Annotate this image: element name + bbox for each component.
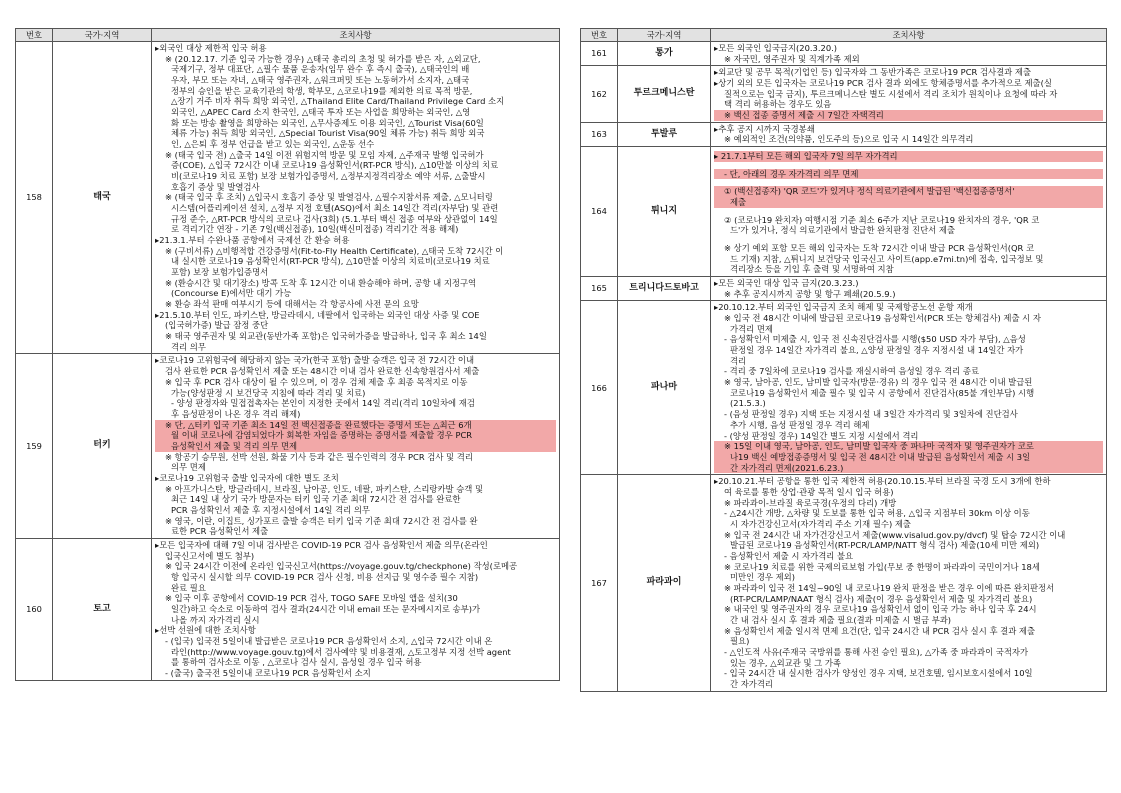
measure-line: - 음성확인서 제출 시 자가격리 불요	[724, 550, 854, 561]
measure-line: 가격리 면제	[730, 323, 773, 334]
measure-line: - △인도적 사유(주재국 국방위를 통해 사전 승인 필요), △가족 중 파라과이 국적자가	[724, 646, 1029, 657]
table-header-row	[581, 29, 1107, 42]
table-row	[581, 66, 1107, 122]
measure-line: 를 통하여 검사소로 이동 , △코로나 검사 실시, 음성일 경우 입국 허용	[171, 657, 422, 668]
measure-cell	[152, 538, 560, 680]
table-header-row	[16, 29, 560, 42]
measure-line: 필요)	[730, 636, 750, 647]
measure-line: 체류 가능) 취득 희망 외국인, △Special Tourist Visa(90일 체류 가능) 취득 희망 외국	[171, 128, 485, 139]
measure-line: 가능(양성판정 시 보건당국 지침에 따라 격리 및 치료)	[171, 387, 366, 398]
measure-line: ▸20.10.21.부터 공항을 통한 입국 제한적 허용(20.10.15.부터 브라질 국경 도시 3개에 한하	[714, 476, 1051, 487]
measure-line: ※ (20.12.17. 기준 입국 가능한 경우) △태국 총리의 초청 및 허가를 받은 자, △외교단,	[165, 53, 481, 64]
table-row	[581, 301, 1107, 475]
measure-line: 정부의 승인을 받은 교육기관의 학생, 학부모, △코로나19를 제외한 의료 목적 방문,	[171, 85, 473, 96]
measure-line: 발급된 코로나19 음성확인서(RT-PCR/LAMP/NATT 형식 검사) 제출(10세 미만 제외)	[730, 540, 1040, 551]
measure-cell	[711, 122, 1107, 146]
measure-line: ※ 코로나19 치료를 위한 국제의료보험 가입(무보 중 한명이 파라과이 국민이거나 18세	[724, 561, 1040, 572]
measure-line: 나올 까지 자가격리 실시	[171, 614, 260, 625]
row-number: 167	[581, 475, 618, 691]
country-name: 태국	[53, 42, 152, 354]
measure-line: 규정 준수, △RT-PCR 방식의 코로나 검사(3회) (5.1.부터 백신 접종 여부와 상관없이 14일	[171, 213, 498, 224]
measure-line: ※ 파라과이 입국 전 14일~90일 내 코로나19 완치 판정을 받은 경우 이에 따른 완치판정서	[724, 582, 1055, 593]
measure-line: ▸21.3.1.부터 수완나품 공항에서 국제선 간 환승 허용	[155, 235, 350, 246]
measure-line: 여 육로를 통한 상업·관광 목적 일시 입국 허용)	[724, 486, 894, 497]
country-name: 통가	[618, 42, 711, 66]
measure-line: 시 자가건강신고서(자가격리 주소 기재 필수) 제출	[730, 518, 911, 529]
measure-line: - 격리 중 7일차에 코로나19 검사를 재실시하여 음성일 경우 격리 종료	[724, 366, 980, 377]
row-number: 162	[581, 66, 618, 122]
measure-line: - 양성 판정자와 밀접접촉자는 본인이 지정한 곳에서 14일 격리(격리 10일차에 재검	[171, 398, 475, 409]
measure-line: ▸모든 외국인 대상 입국 금지(20.3.23.)	[714, 278, 859, 289]
measure-line: ② (코로나19 완치자) 여행시점 기준 최소 6주가 지난 코로나19 완치자의 경우, 'QR 코	[724, 214, 1040, 225]
measure-line: 외국인, △APEC Card 소지 한국인, △태국 투자 또는 사업을 희망하는 외국인, △영	[171, 107, 471, 118]
measure-line: ▸ 21.7.1부터 모든 해외 입국자 7일 의무 자가격리	[714, 151, 1103, 162]
measure-line: 우자, 부모 또는 자녀, △태국 영주권자, △워크퍼밋 또는 노동허가서 소지자, △태국	[171, 75, 470, 86]
measure-line: 포함) 보장 보험가입증명서	[171, 267, 269, 278]
measure-cell	[152, 42, 560, 354]
measure-line: ▸코로나19 고위험국 출발 입국자에 대한 별도 조치	[155, 472, 339, 483]
measure-line: ※ 입국 전 24시간 내 자가건강신고서 제출(www.visalud.gov.py/dvcf) 및 탑승 72시간 이내	[724, 529, 1066, 540]
measure-line: ※ 추후 공지시까지 공항 및 항구 폐쇄(20.5.9.)	[724, 288, 896, 299]
header-measure: 조치사항	[152, 29, 560, 42]
measure-line: 로 격리기간 연장 - 기존 7일(백신접종), 10일(백신미접종) 격리기간 적용 해제)	[171, 224, 459, 235]
measure-line: (21.5.3.)	[730, 398, 766, 409]
measure-line: ※ (환승시간 및 대기장소) 방콕 도착 후 12시간 이내 환승해야 하며, 공항 내 지정구역	[165, 277, 477, 288]
measure-line: 드'가 있거나, 정식 의료기관에서 발급한 완치판정 진단서 제출	[730, 225, 956, 236]
row-number: 163	[581, 122, 618, 146]
measure-line: - △24시간 개방, △차량 및 도보를 통한 입국 허용, △입국 지점부터 30km 이상 이동	[724, 508, 1030, 519]
measure-line: 격리	[730, 355, 747, 366]
measure-line: 미만인 경우 제외)	[730, 572, 795, 583]
measure-line: 증(COE), △입국 72시간 이내 코로나19 음성확인서(RT-PCR 방식), △10만불 이상의 치료	[171, 160, 499, 171]
measure-cell	[711, 66, 1107, 122]
table-row	[16, 42, 560, 354]
header-num: 번호	[581, 29, 618, 42]
measure-line: ▸모든 외국인 입국금지(20.3.20.)	[714, 43, 838, 53]
measure-line: ※ 입국 전 48시간 이내에 발급된 코로나19 음성확인서(PCR 또는 항체검사) 제출 시 자	[724, 313, 1041, 324]
measure-line: ▸코로나19 고위험국에 해당하지 않는 국가(한국 포함) 출발 승객은 입국 전 72시간 이내	[155, 355, 475, 366]
header-country: 국가·지역	[618, 29, 711, 42]
measure-line: ※ (구비서류) △비행적합 건강증명서(Fit-to-Fly Health Certificate), △태국 도착 72시간 이	[165, 245, 504, 256]
measure-line: 호흡기 증상 및 발열검사	[171, 181, 260, 192]
header-country: 국가·지역	[53, 29, 152, 42]
measure-line: ▸21.5.10.부터 인도, 파키스탄, 방글라데시, 네팔에서 입국하는 외국인 대상 사증 및 COE	[155, 309, 480, 320]
row-number: 158	[16, 42, 53, 354]
country-name: 튀니지	[618, 147, 711, 277]
measure-line: - (출국) 출국전 5일이내 코로나19 PCR 음성확인서 소지	[165, 667, 371, 678]
row-number: 165	[581, 277, 618, 301]
measure-line: ▸선박 선원에 대한 조치사항	[155, 625, 256, 636]
measure-line: ※ 입국 24시간 이전에 온라인 입국신고서(https://voyage.gouv.tg/checkphone) 작성(로메공	[165, 561, 518, 572]
measure-line: 비(코로나19 치료 포함) 보장 보험가입증명서, △정부지정격리장소 예약 서류, △출발시	[171, 171, 486, 182]
measure-line: 질적으로는 입국 금지), 투르크메니스탄 별도 시설에서 격리 조치가 원칙이나 요청에 따라 자	[724, 88, 1058, 99]
measure-line: ※ 예외적인 조건(의약품, 인도주의 등)으로 입국 시 14일간 의무격리	[724, 134, 974, 145]
measure-line: △장기 거주 비자 취득 희망 외국인, △Thailand Elite Card/Thailand Privilege Card 소지	[171, 96, 505, 107]
measure-line: 월 이내 코로나에 감염되었다가 회복한 자임을 증명하는 증명서를 제출할 경우 PCR	[155, 430, 556, 441]
measure-line: 음성확인서 제출 및 격리 의무 면제	[155, 441, 556, 452]
measure-line: - (입국) 입국전 5일이내 발급받은 코로나19 PCR 음성확인서 소지, △입국 72시간 이내 온	[165, 635, 493, 646]
measure-cell	[711, 42, 1107, 66]
right-table	[580, 28, 1107, 692]
measure-line: ※ 자국민, 영주권자 및 직계가족 제외	[724, 53, 860, 64]
country-name: 투발루	[618, 122, 711, 146]
table-row	[16, 538, 560, 680]
measure-line: (입국허가증) 발급 잠정 중단	[165, 320, 269, 331]
table-row	[581, 277, 1107, 301]
measure-line: ▸모든 입국자에 대해 7일 이내 검사받은 COVID-19 PCR 검사 음성확인서 제출 의무(온라인	[155, 539, 488, 550]
country-name: 트리니다드토바고	[618, 277, 711, 301]
measure-line: ※ (태국 입국 전) △출국 14일 이전 위험지역 방문 및 모임 자제, △주재국 발행 입국허가	[165, 149, 484, 160]
measure-line: ▸외교단 및 공무 목적(기업인 등) 입국자와 그 동반가족은 코로나19 PCR 검사결과 제출	[714, 67, 1032, 78]
measure-line: ※ 내국인 및 영주권자의 경우 코로나19 음성확인서 없이 입국 가능 하나 입국 후 24시	[724, 604, 1037, 615]
measure-line: ※ 음성확인서 제출 일시적 면제 요건(단, 입국 24시간 내 PCR 검사 실시 후 결과 제출	[724, 625, 1036, 636]
measure-line: 후 음성판정이 나온 경우 격리 해제)	[171, 408, 301, 419]
measure-line: 입국신고서에 별도 첨부)	[165, 550, 255, 561]
row-number: 164	[581, 147, 618, 277]
table-row	[581, 122, 1107, 146]
measure-line: 나19 백신 예방접종증명서 및 입국 전 48시간 이내 발급된 음성확인서 제출 시 3일	[714, 452, 1103, 463]
country-name: 파나마	[618, 301, 711, 475]
measure-cell	[711, 147, 1107, 277]
measure-line: ※ 환승 좌석 판매 여부시기 등에 대해서는 각 항공사에 사전 문의 요망	[165, 299, 419, 310]
measure-line: 항 입국시 실시할 의무 COVID-19 PCR 검사 신청, 비용 선지급 및 영수증 필수 지참)	[171, 571, 479, 582]
measure-line: 간 내 검사 실시 후 결과 제출 필요(결과 미제출 시 벌금 부과)	[730, 614, 952, 625]
measure-line: ※ 파라과이-브라질 육로국경(우정의 다리) 개방	[724, 497, 897, 508]
measure-line: ① (백신접종자) 'QR 코드'가 있거나 정식 의료기관에서 발급된 '백신접종증명서'	[714, 186, 1103, 197]
measure-line: 격리 의무	[171, 341, 206, 352]
measure-line: 격리장소 등을 기입 후 출력 및 서명하여 지참	[730, 264, 894, 275]
measure-line: 료한 PCR 음성확인서 제출	[171, 526, 269, 537]
table-row	[581, 475, 1107, 691]
measure-line: 완료 필요	[171, 582, 206, 593]
measure-line: ※ 영국, 이란, 이집트, 싱가포르 출발 승객은 터키 입국 기준 최대 72시간 전 검사를 완	[165, 515, 478, 526]
measure-line: ※ 단, △터키 입국 기준 최소 14일 전 백신접종을 완료했다는 증명서 또는 △최근 6개	[155, 420, 556, 431]
measure-line: - 단, 아래의 경우 자가격리 의무 면제	[714, 169, 1103, 180]
country-name: 터키	[53, 354, 152, 538]
measure-line: 간 자가격리	[730, 678, 773, 689]
measure-line: ※ 입국 후 PCR 검사 대상이 될 수 있으며, 이 경우 검체 제출 후 최종 목적지로 이동	[165, 376, 468, 387]
measure-line: ※ 입국 이후 공항에서 COVID-19 PCR 검사, TOGO SAFE 모바일 앱을 설치(30	[165, 593, 458, 604]
row-number: 160	[16, 538, 53, 680]
measure-line: 화 또는 방송 촬영을 희망하는 외국인, △무사증제도 이용 외국인, △Tourist Visa(60일	[171, 117, 484, 128]
country-name: 토고	[53, 538, 152, 680]
header-measure: 조치사항	[711, 29, 1107, 42]
measure-line: ※ (태국 입국 후 조치) △입국시 호흡기 증상 및 발열검사, △필수지참서류 제출, △모니터링	[165, 192, 493, 203]
measure-cell	[711, 277, 1107, 301]
measure-line: ▸20.10.12.부터 외국인 입국금지 조치 해제 및 국제항공노선 운항 재개	[714, 302, 973, 313]
measure-line: (Concourse E)에서만 대기 가능	[171, 288, 292, 299]
row-number: 159	[16, 354, 53, 538]
measure-cell	[711, 301, 1107, 475]
measure-line: ※ 태국 영주권자 및 외교관(동반가족 포함)은 입국허가증을 발급하나, 입국 후 최소 14일	[165, 331, 487, 342]
measure-line: ※ 영국, 남아공, 인도, 남미발 입국자(방문·경유) 의 경우 입국 전 48시간 이내 발급된	[724, 377, 1033, 388]
measure-cell	[711, 475, 1107, 691]
measure-line: ※ 아프가니스탄, 방글라데시, 브라질, 남아공, 인도, 네팔, 파키스탄, 스리랑카발 승객 및	[165, 483, 484, 494]
measure-line: 있는 경우, △외교관 및 그 가족	[730, 657, 841, 668]
measure-line: 택 격리 허용하는 경우도 있음	[724, 99, 832, 110]
country-name: 투르크메니스탄	[618, 66, 711, 122]
measure-line: 드 기재) 지참, △튀니지 보건당국 입국신고 사이트(app.e7mi.tn)에 접속, 입국정보 및	[730, 253, 1044, 264]
measure-line: 제출	[714, 197, 1103, 208]
measure-line: ▸추후 공지 시까지 국경봉쇄	[714, 123, 815, 134]
country-name: 파라과이	[618, 475, 711, 691]
measure-line: 시스템(어플리케이션 설치, △정부 지정 호텔(ASQ)에서 최소 14일간 격리(자부담) 및 관련	[171, 203, 499, 214]
measure-line: 라인(http://www.voyage.gouv.tg)에서 검사예약 및 비용결재, △토고정부 지정 선박 agent	[171, 646, 511, 657]
table-row	[16, 354, 560, 538]
measure-line: - (음성 판정일 경우) 지택 또는 지정시설 내 3일간 자가격리 및 3일차에 진단검사	[724, 409, 1018, 420]
measure-line: ※ 항공기 승무원, 선박 선원, 화물 기사 등과 같은 필수인력의 경우 PCR 검사 및 격리	[165, 451, 473, 462]
measure-line: 최근 14일 내 상기 국가 방문자는 터키 입국 기준 최대 72시간 전 검사를 완료한	[171, 494, 461, 505]
measure-line: 일간)하고 숙소로 이동하여 검사 결과(24시간 이내 email 또는 문자메시지로 송부)가	[171, 603, 481, 614]
measure-line: 추가 시행, 음성 판정일 경우 격리 해제	[730, 419, 870, 430]
measure-line: 검사 완료한 PCR 음성확인서 제출 또는 48시간 이내 검사 완료한 신속항원검사서 제출	[165, 366, 480, 377]
measure-line: ※ 15일 이내 영국, 남아공, 인도, 남미발 입국자 중 파나마 국적자 및 영주권자가 코로	[714, 441, 1103, 452]
row-number: 166	[581, 301, 618, 475]
measure-line: ※ 상기 예외 포함 모든 해외 입국자는 도착 72시간 이내 발급 PCR 음성확인서(QR 코	[724, 243, 1035, 254]
measure-line: ※ 백신 접종 증명서 제출 시 7일간 자택격리	[714, 110, 1103, 121]
measure-line: 간 자가격리 면제(2021.6.23.)	[714, 463, 1103, 474]
measure-line: PCR 음성확인서 제출 후 지정시설에서 14일 격리 의무	[171, 504, 370, 515]
row-number: 161	[581, 42, 618, 66]
measure-line: 판정일 경우 14일간 자가격리 불요, △양성 판정일 경우 지정시설 내 14일간 자가	[730, 345, 1024, 356]
measure-line: - 음성확인서 미제출 시, 입국 전 신속진단검사를 시행($50 USD 자가 부담), △음성	[724, 334, 1026, 345]
measure-line: ▸상기 외의 모든 입국자는 코로나19 PCR 검사 결과 외에도 항체증명서를 추가적으로 제출(실	[714, 78, 1052, 89]
header-num: 번호	[16, 29, 53, 42]
measure-line: 국제기구, 정부 대표단, △필수 물품 운송자(임무 완수 후 즉시 출국), △태국인의 배	[171, 64, 470, 75]
measure-line: 코로나19 음성확인서 제출 필수 및 입국 시 공항에서 진단검사(85불 개인부담) 시행	[730, 387, 1035, 398]
left-table	[15, 28, 560, 681]
measure-line: 인, △은퇴 후 정부 언급을 받고 있는 외국인, △운동 선수	[171, 139, 375, 150]
table-row	[581, 147, 1107, 277]
measure-line: - 입국 24시간 내 실시한 검사가 양성인 경우 지택, 보건호텔, 임시보호시설에서 10일	[724, 668, 1033, 679]
measure-line: ▸외국인 대상 제한적 입국 허용	[155, 43, 267, 53]
measure-cell	[152, 354, 560, 538]
measure-line: - (양성 판정일 경우) 14일간 별도 지정 시설에서 격리	[724, 430, 919, 441]
table-row	[581, 42, 1107, 66]
measure-line: (RT-PCR/LAMP/NAAT 형식 검사) 제출(이 경우 음성확인서 제출 및 자가격리 불요)	[730, 593, 1033, 604]
measure-line: 내 실시한 코로나19 음성확인서(RT-PCR 방식), △10만불 이상의 치료비(코로나19 치료	[171, 256, 490, 267]
measure-line: 의무 면제	[171, 462, 206, 473]
